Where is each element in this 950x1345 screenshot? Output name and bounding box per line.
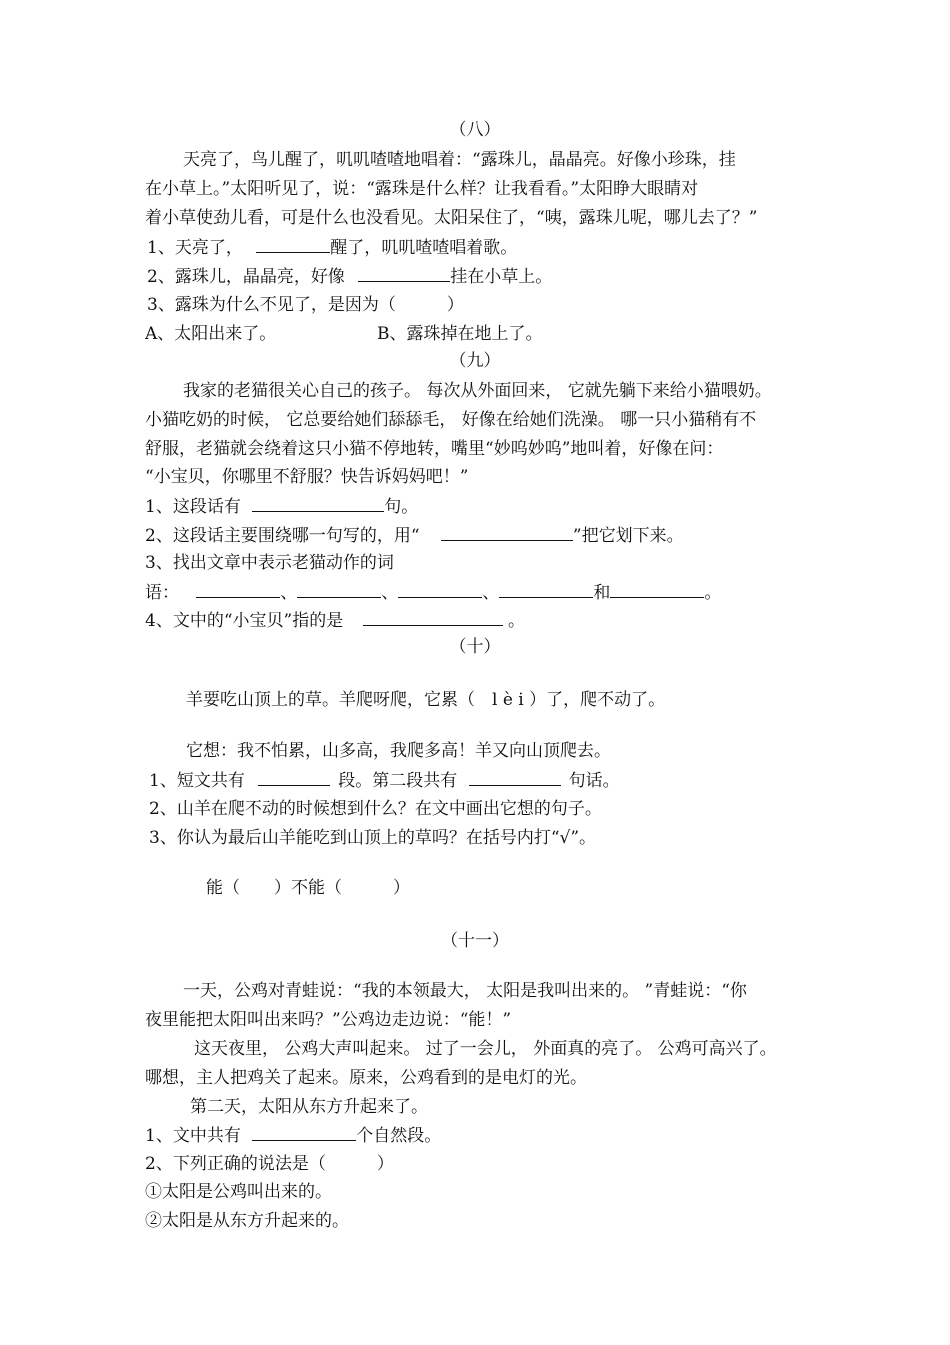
s8-question-1 <box>147 236 517 259</box>
answer-blank[interactable] <box>196 581 280 598</box>
s9-question-2 <box>145 524 684 547</box>
s9-paragraph-line-3: 舒服，老猫就会绕着这只小猫不停地转，嘴里“妙呜妙呜”地叫着，好像在问： <box>145 439 724 459</box>
s9-q2-prefix: 2、这段话主要围绕哪一句写的，用“ <box>145 526 420 546</box>
s8-q2-suffix: 挂在小草上。 <box>450 267 553 287</box>
answer-blank[interactable] <box>469 769 561 786</box>
s10-choice: 能（ ）不能（ ） <box>206 878 410 898</box>
period: 。 <box>704 583 722 603</box>
s9-paragraph-line-2: 小猫吃奶的时候， 它总要给她们舔舔毛， 好像在给她们洗澡。 哪一只小猫稍有不 <box>145 410 757 430</box>
s11-paragraph-line-5: 第二天，太阳从东方升起来了。 <box>190 1097 428 1117</box>
s10-q1-suffix: 句话。 <box>568 771 620 791</box>
s9-q4-prefix: 4、文中的“小宝贝”指的是 <box>145 611 344 631</box>
separator: 、 <box>280 583 298 603</box>
s9-q3-word-label: 语： <box>145 583 179 603</box>
answer-blank[interactable] <box>398 581 482 598</box>
s10-q1-prefix: 1、短文共有 <box>149 771 245 791</box>
s8-paragraph-line-1: 天亮了，鸟儿醒了，叽叽喳喳地唱着：“露珠儿，晶晶亮。好像小珍珠，挂 <box>183 150 736 170</box>
s9-paragraph-line-1: 我家的老猫很关心自己的孩子。 每次从外面回来， 它就先躺下来给小猫喂奶。 <box>183 381 772 401</box>
s11-option-1: ①太阳是公鸡叫出来的。 <box>145 1182 332 1202</box>
s8-q1-prefix: 1、天亮了， <box>147 238 243 258</box>
s10-question-3: 3、你认为最后山羊能吃到山顶上的草吗？在括号内打“√”。 <box>149 828 597 848</box>
s11-paragraph-line-4: 哪想，主人把鸡关了起来。原来，公鸡看到的是电灯的光。 <box>145 1068 587 1088</box>
section-11-title: （十一） <box>441 931 509 951</box>
answer-blank[interactable] <box>441 524 573 541</box>
s9-q1-suffix: 句。 <box>384 497 419 517</box>
answer-blank[interactable] <box>499 581 593 598</box>
section-10-title: （十） <box>449 637 501 657</box>
s8-option-a: A、太阳出来了。 <box>145 324 277 344</box>
s8-question-3: 3、露珠为什么不见了，是因为（ ） <box>147 295 464 315</box>
s9-question-3-blanks <box>145 581 721 604</box>
answer-blank[interactable] <box>252 1124 356 1141</box>
s9-q2-suffix: ”把它划下来。 <box>572 526 684 546</box>
section-9-title: （九） <box>449 351 501 371</box>
s9-question-1 <box>145 495 418 518</box>
answer-blank[interactable] <box>358 265 450 282</box>
s11-option-2: ②太阳是从东方升起来的。 <box>145 1211 349 1231</box>
s8-option-b: B、露珠掉在地上了。 <box>377 324 543 344</box>
s11-question-2: 2、下列正确的说法是（ ） <box>145 1154 394 1174</box>
s11-question-1 <box>145 1124 441 1147</box>
s8-paragraph-line-2: 在小草上。”太阳听见了，说：“露珠是什么样？让我看看。”太阳睁大眼睛对 <box>145 179 699 199</box>
s8-paragraph-line-3: 着小草使劲儿看，可是什么也没看见。太阳呆住了，“咦，露珠儿呢，哪儿去了？” <box>145 208 758 228</box>
answer-blank[interactable] <box>252 495 384 512</box>
section-8-title: （八） <box>449 120 501 140</box>
s8-q2-prefix: 2、露珠儿，晶晶亮，好像 <box>147 267 345 287</box>
s10-question-2: 2、山羊在爬不动的时候想到什么？在文中画出它想的句子。 <box>149 799 602 819</box>
s10-paragraph-2: 它想：我不怕累，山多高，我爬多高！羊又向山顶爬去。 <box>186 741 611 761</box>
s8-q1-suffix: 醒了，叽叽喳喳唱着歌。 <box>330 238 518 258</box>
s11-paragraph-line-1: 一天，公鸡对青蛙说：“我的本领最大， 太阳是我叫出来的。 ”青蛙说：“你 <box>183 981 747 1001</box>
separator: 、 <box>482 583 500 603</box>
s10-q1-middle: 段。第二段共有 <box>338 771 458 791</box>
separator: 、 <box>381 583 399 603</box>
answer-blank[interactable] <box>256 236 330 253</box>
s11-q1-suffix: 个自然段。 <box>356 1126 442 1146</box>
s9-q1-prefix: 1、这段话有 <box>145 497 241 517</box>
s8-question-2 <box>147 265 552 288</box>
answer-blank[interactable] <box>297 581 381 598</box>
answer-blank[interactable] <box>363 609 503 626</box>
s10-question-1 <box>149 769 620 792</box>
s9-question-4 <box>145 609 525 632</box>
s9-question-3: 3、找出文章中表示老猫动作的词 <box>145 553 394 573</box>
s9-paragraph-line-4: “小宝贝，你哪里不舒服？快告诉妈妈吧！” <box>145 467 469 487</box>
answer-blank[interactable] <box>610 581 704 598</box>
s11-paragraph-line-2: 夜里能把太阳叫出来吗？”公鸡边走边说：“能！” <box>145 1010 512 1030</box>
answer-blank[interactable] <box>258 769 330 786</box>
conjunction: 和 <box>593 583 611 603</box>
s11-q1-prefix: 1、文中共有 <box>145 1126 241 1146</box>
s9-q4-suffix: 。 <box>508 611 526 631</box>
s11-paragraph-line-3: 这天夜里， 公鸡大声叫起来。 过了一会儿， 外面真的亮了。 公鸡可高兴了。 <box>194 1039 777 1059</box>
s10-paragraph-1: 羊要吃山顶上的草。羊爬呀爬，它累（ l è i ）了，爬不动了。 <box>186 690 666 710</box>
